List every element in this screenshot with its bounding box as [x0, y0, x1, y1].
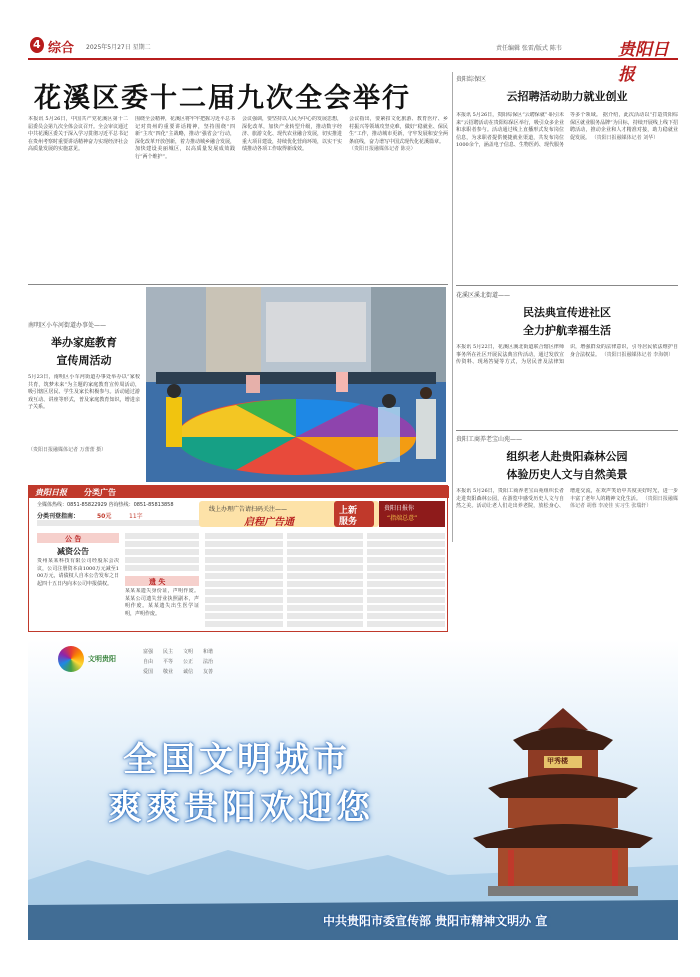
ad-sponsor: 中共贵阳市委宣传部 贵阳市精神文明办 宣 [323, 914, 548, 928]
right-top-article [456, 74, 678, 279]
photo-story-body [28, 374, 140, 446]
rt-para2: 据介绍，此次活动以“打造贵阳综保区就业服务品牌”为目标，持续开展线上线下招聘活动，推动企业和人才精准对接，助力稳就业促发展。 [570, 112, 678, 141]
notice-body [37, 558, 119, 628]
rm-para: 本报讯 5月22日，花溪区溪北街道联合辖区律师事务所在社区开展民法典宣传活动，通过发放宣传资料、现场答疑等方式，为居民普及法律知识，增强群众的法律意识，引导居民依法维护自身合法权益。 [456, 344, 678, 366]
promo-line1: 线上办理广告请扫码关注—— [209, 506, 288, 513]
page-number: 4 [33, 38, 41, 51]
ad-col-4 [287, 533, 363, 628]
value-9: 爱国 [143, 669, 154, 675]
lead-p2: 围绕全会精神，花溪区将牢牢把握习近平总书记对贵州的重要讲话精神，坚持围绕“四新”主攻“四化”主战略，推动“强省会”行动，深化改革开放创新，着力推动城乡融合发展，加快建设美丽城区，以高质量发展成效践行“两个维护”。 [135, 116, 235, 160]
ad-col-3 [205, 533, 283, 628]
ad-col-2 [125, 533, 199, 573]
photo-story-title-line2: 宣传周活动 [56, 354, 112, 367]
lead-col-4 [349, 116, 448, 281]
qr-title: 贵阳日报你 [384, 505, 415, 512]
classifieds-brand: 贵阳日报 [35, 487, 67, 497]
qr-sub: “指端总意” [387, 515, 418, 522]
badge-line1: 上新 [339, 506, 358, 516]
rm-title-line1: 民法典宣传进社区 [523, 306, 611, 319]
date-line: 2025年5月27日 星期二 [86, 44, 151, 51]
pavilion-plaque: 甲秀楼 [547, 757, 568, 765]
photo-story-text [28, 320, 140, 453]
lead-col-1 [28, 116, 128, 281]
value-11: 诚信 [183, 669, 194, 675]
value-6: 平等 [163, 659, 174, 665]
price-label: 分类刊登指南： [37, 513, 80, 520]
rt-kicker: 贵阳综保区 [456, 76, 487, 83]
rm-kicker: 花溪区溪北街道—— [456, 292, 511, 299]
lead-credit: （贵阳日报融媒体记者 陈亮） [349, 146, 416, 153]
price-unit: 11字 [129, 513, 143, 520]
rt-credit: （贵阳日报融媒体记者 刘华） [591, 134, 659, 141]
right-mid-article [456, 290, 678, 422]
price-value: 50元 [97, 513, 112, 520]
value-4: 和谐 [203, 649, 214, 655]
photo-story-title-line1: 举办家庭教育 [51, 336, 117, 349]
classifieds-block [28, 485, 448, 632]
badge-line2: 服务 [339, 517, 358, 527]
civilization-ad [28, 640, 678, 940]
lead-title: 花溪区委十二届九次全会举行 [34, 83, 411, 114]
notice-label: 公 告 [65, 535, 82, 543]
column-divider [452, 72, 453, 542]
rl-kicker: 贵阳工商养老宝山苑—— [456, 436, 523, 443]
lost-label: 遗 失 [149, 578, 166, 586]
divider [28, 284, 448, 285]
rt-title: 云招聘活动助力就业创业 [506, 90, 628, 103]
value-2: 民主 [163, 649, 174, 655]
value-8: 法治 [203, 659, 214, 665]
rm-title-line2: 全力护航幸福生活 [523, 324, 611, 337]
lost-text: 某某某遗失身份证，声明作废。某某公司遗失营业执照副本，声明作废。某某遗失出生医学证明，声明作废。 [125, 588, 199, 617]
rm-body [456, 344, 678, 424]
lead-p4: 会议指出，要紧扣文化旅游、教育医疗、乡村振兴等领域攻坚克难，做好“稳就业、保民生”工作，推动城市更新，守牢发展和安全两条底线，奋力谱写中国式现代化花溪篇章。 [349, 116, 448, 145]
ad-slogan-line2: 爽爽贵阳欢迎您 [108, 788, 374, 828]
rl-credit: （贵阳日报融媒体记者 胡蓉 李凌佳 实习生 张瑞轩） [570, 495, 678, 510]
rm-credit: （贵阳日报融媒体记者 李海朝） [601, 351, 674, 358]
photo-kids-activity [146, 287, 446, 482]
photo-story-credit: （贵阳日报融媒体记者 万蕾蕾 摄） [28, 447, 107, 453]
notice-sub: 减资公告 [57, 547, 89, 556]
values-grid [143, 648, 263, 678]
notice-text: 贵州某某科技有限公司经股东会决议，公司注册资本由1000万元减至100万元，请债权人自本公告发布之日起四十五日内向本公司申报债权。 [37, 558, 119, 587]
right-low-article [456, 434, 678, 542]
rl-para: 本报讯 5月26日，贵阳工商养老宝山苑组织长者走进贵阳森林公园，在游览中感受历史人文与自然之美。活动让老人们走出养老院，放松身心、增进交流，在欢声笑语中共度美好时光，进一步丰富了老年人的精神文化生活。 [456, 488, 678, 510]
divider [456, 285, 678, 286]
pavilion-illustration [458, 700, 668, 925]
value-10: 敬业 [163, 669, 174, 675]
lead-p3: 会议强调，要坚持以人民为中心的发展思想，深化改革，加快产业转型升级，推动数字经济、旅游文化、现代农业融合发展，切实推进重大项目建设，持续优化营商环境，以实干实绩推动各项工作取得新成效。 [242, 116, 342, 153]
ad-org: 文明贵阳 [88, 655, 116, 663]
lead-col-3 [242, 116, 342, 281]
rl-title-line1: 组织老人赴贵阳森林公园 [506, 450, 628, 463]
value-7: 公正 [183, 659, 194, 665]
ad-slogan-line1: 全国文明城市 [123, 740, 351, 780]
photo-illustration [146, 287, 446, 482]
promo-line2: 启程广告通 [244, 517, 294, 528]
price-notes [37, 520, 207, 528]
rt-para1: 本报讯 5月26日，贵阳综保区“云聘保就”·职引未来”云招聘活动在贵阳综保区举行，吸引众多企业和求职者参与。活动通过线上直播形式发布岗位信息，为求职者提供便捷就业渠道，共发布岗位1000余个，涵盖电子信息、生物医药、现代服务等多个领域。 [456, 112, 602, 149]
lead-article [28, 72, 448, 282]
photo-story-para: 5月23日，南明区小车河街道办事处举办以“家校共育，筑梦未来”为主题的家庭教育宣传周活动，吸引辖区居民、学生及家长积极参与。活动通过游戏互动、讲座等形式，普及家庭教育知识，增进亲子关系。 [28, 374, 140, 411]
newspaper-logo: 贵阳日报 [618, 40, 669, 85]
value-5: 自由 [143, 659, 154, 665]
value-3: 文明 [183, 649, 194, 655]
photo-story-kicker: 南明区小车河街道办事处—— [28, 322, 107, 329]
lead-p1: 本报讯 5月26日，中国共产党花溪区第十二届委员会第九次全体会议召开。全会审议通过中共花溪区委关于深入学习贯彻习近平总书记在贵州考察时重要讲话精神奋力实现经济社会高质量发展的实施意见。 [28, 116, 128, 153]
editor-line: 责任编辑 张雷/版式 陈韦 [496, 45, 562, 52]
classifieds-phones: 全媒体热线：0851-85822929 咨询热线：0851-85813858 [37, 502, 174, 508]
section-name: 综合 [48, 41, 75, 56]
value-12: 友善 [203, 669, 214, 675]
lead-col-2 [135, 116, 235, 281]
ad-logo-mark [58, 646, 84, 672]
ad-col-5 [367, 533, 445, 628]
divider [456, 430, 678, 431]
rl-body [456, 488, 678, 548]
value-1: 富强 [143, 649, 154, 655]
classifieds-title: 分类广告 [84, 488, 116, 497]
rt-body [456, 112, 678, 280]
lost-body [125, 588, 199, 628]
rl-title-line2: 体验历史人文与自然美景 [506, 468, 628, 481]
